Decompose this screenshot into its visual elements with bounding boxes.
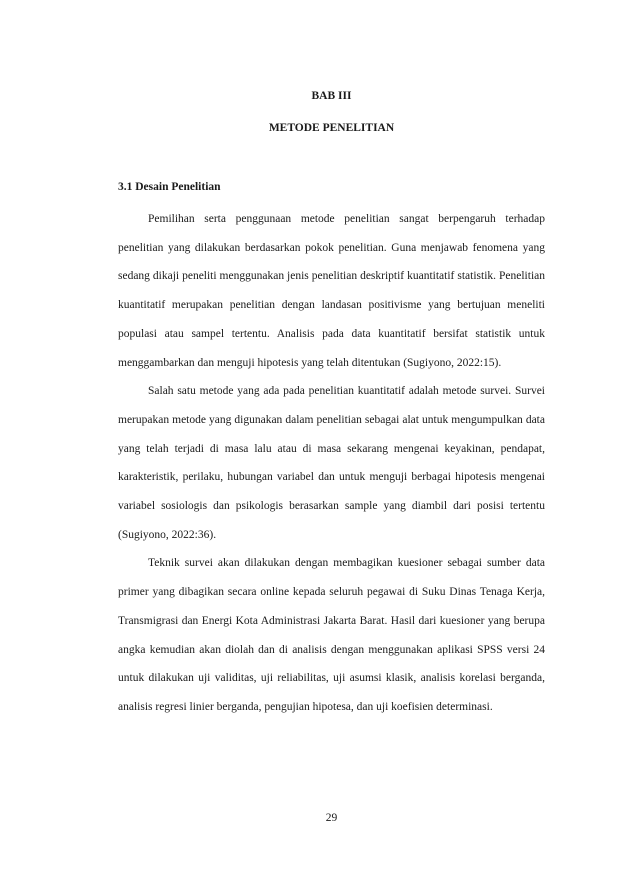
paragraph: Pemilihan serta penggunaan metode penelitian sangat berpengaruh terhadap penelitian yang dilakukan berdasarkan pokok penelitian. Guna menjawab fenomena yang sedang dikaji peneliti menggunakan jenis penelitian deskriptif kuantitatif statistik. Penelitian kuantitatif merupakan penelitian dengan landasan positivisme yang bertujuan meneliti populasi atau sampel tertentu. Analisis pada data kuantitatif bersifat statistik untuk menggambarkan dan menguji hipotesis yang telah ditentukan (Sugiyono, 2022:15).: [118, 213, 545, 369]
section-heading: 3.1 Desain Penelitian: [118, 181, 221, 193]
paragraph: Teknik survei akan dilakukan dengan membagikan kuesioner sebagai sumber data primer yang dibagikan secara online kepada seluruh pegawai di Suku Dinas Tenaga Kerja, Transmigrasi dan Energi Kota Administrasi Jakarta Barat. Hasil dari kuesioner yang berupa angka kemudian akan diolah dan di analisis dengan menggunakan aplikasi SPSS versi 24 untuk dilakukan uji validitas, uji reliabilitas, uji asumsi klasik, analisis korelasi berganda, analisis regresi linier berganda, pengujian hipotesa, dan uji koefisien determinasi.: [118, 557, 545, 713]
chapter-title: METODE PENELITIAN: [268, 122, 395, 134]
chapter-heading: BAB III: [311, 90, 352, 102]
page-number: 29: [325, 812, 338, 824]
paragraph: Salah satu metode yang ada pada penelitian kuantitatif adalah metode survei. Survei merupakan metode yang digunakan dalam penelitian sebagai alat untuk mengumpulkan data yang telah terjadi di masa lalu atau di masa sekarang mengenai keyakinan, pendapat, karakteristik, perilaku, hubungan variabel dan untuk menguji berbagai hipotesis mengenai variabel sosiologis dan psikologis berasarkan sample yang diambil dari posisi tertentu (Sugiyono, 2022:36).: [118, 385, 545, 541]
body-text: [118, 205, 545, 722]
